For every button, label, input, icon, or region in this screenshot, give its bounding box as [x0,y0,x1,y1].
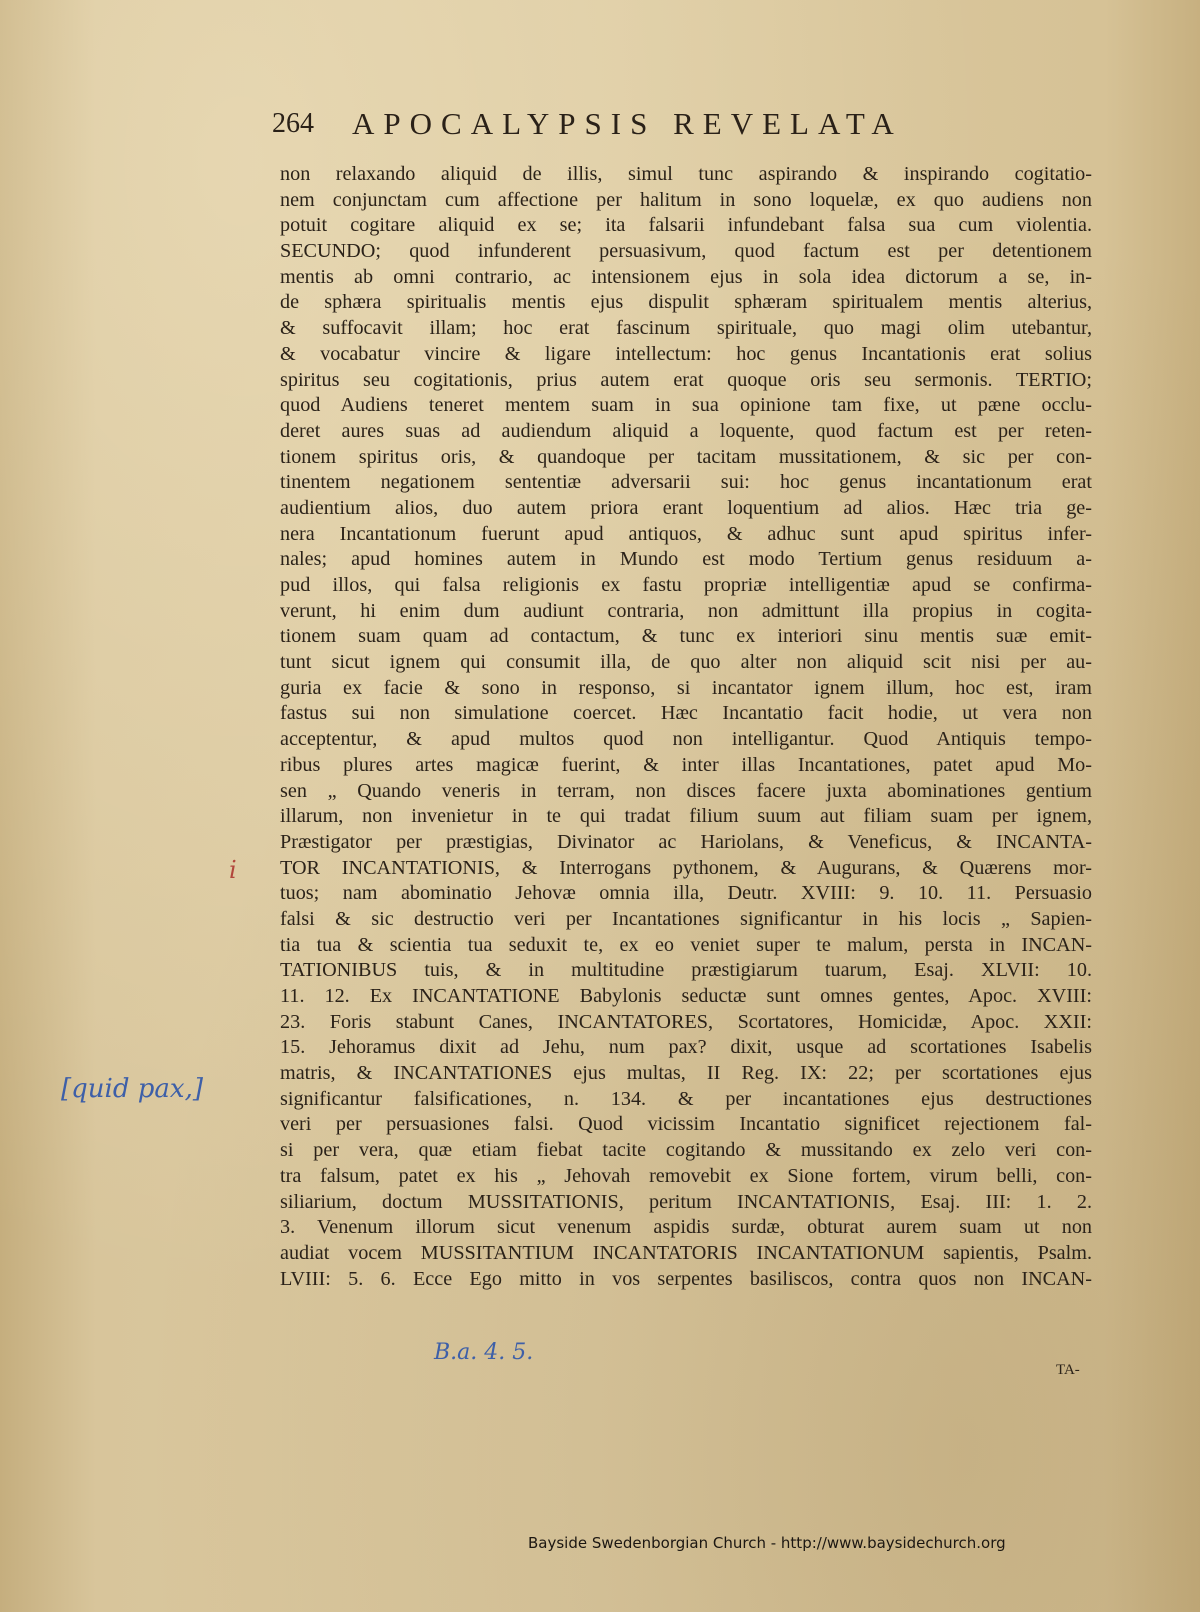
text-line: sen „ Quando veneris in terram, non disces facere juxta abominationes gentium [280,779,1092,802]
text-line: potuit cogitare aliquid ex se; ita falsarii infundebant falsa sua cum violentia. [280,214,1092,237]
text-line: tunt sicut ignem qui consumit illa, de quo alter non aliquid scit nisi per au- [280,651,1092,674]
text-line: si per vera, quæ etiam fiebat tacite cogitando & mussitando ex zelo veri con- [280,1139,1092,1162]
text-line: 15. Jehoramus dixit ad Jehu, num pax? dixit, usque ad scortationes Isabelis [280,1036,1092,1059]
text-line: mentis ab omni contrario, ac intensionem ejus in sola idea dictorum a se, in- [280,265,1092,288]
page-header [272,106,1062,150]
text-line: illarum, non invenietur in te qui tradat filium suum aut filiam suam per ignem, [280,805,1092,828]
text-line: verunt, hi enim dum audiunt contraria, non admittunt illa propius in cogita- [280,599,1092,622]
margin-mark: i [229,856,237,884]
text-line: fastus sui non simulatione coercet. Hæc Incantatio facit hodie, ut vera non [280,702,1092,725]
text-line: nales; apud homines autem in Mundo est modo Tertium genus residuum a- [280,548,1092,571]
text-line: tra falsum, patet ex his „ Jehovah removebit ex Sione fortem, virum belli, con- [280,1164,1092,1187]
text-line: spiritus seu cogitationis, prius autem erat quoque oris seu sermonis. TERTIO; [280,368,1092,391]
text-line: acceptentur, & apud multos quod non intelligantur. Quod Antiquis tempo- [280,728,1092,751]
text-line: tionem spiritus oris, & quandoque per tacitam mussitationem, & sic per con- [280,445,1092,468]
text-line: de sphæra spiritualis mentis ejus dispulit sphæram spiritualem mentis alterius, [280,291,1092,314]
catchword: TA- [1056,1362,1080,1378]
text-line: nera Incantationum fuerunt apud antiquos, & adhuc sunt apud spiritus infer- [280,522,1092,545]
text-line: pud illos, qui falsa religionis ex fastu propriæ intelligentiæ apud se confirma- [280,574,1092,596]
text-line: tinentem negationem sententiæ adversarii sui: hoc genus incantationum erat [280,471,1092,494]
text-line: nem conjunctam cum affectione per halitum in sono loquelæ, ex quo audiens non [280,188,1092,211]
text-line: matris, & INCANTATIONES ejus multas, II Reg. IX: 22; per scortationes ejus [280,1062,1092,1085]
text-line: non relaxando aliquid de illis, simul tunc aspirando & inspirando cogitatio- [280,163,1092,185]
text-line: TATIONIBUS tuis, & in multitudine præstigiarum tuarum, Esaj. XLVII: 10. [280,959,1092,982]
text-line: significantur falsificationes, n. 134. & per incantationes ejus destructiones [280,1087,1092,1110]
text-line: LVIII: 5. 6. Ecce Ego mitto in vos serpentes basiliscos, contra quos non INCAN- [280,1267,1092,1290]
text-line: tia tua & scientia tua seduxit te, ex eo veniet super te malum, persta in INCAN- [280,933,1092,956]
text-line: ribus plures artes magicæ fuerint, & inter illas Incantationes, patet apud Mo- [280,753,1092,776]
text-line: falsi & sic destructio veri per Incantationes significantur in his locis „ Sapien- [280,907,1092,930]
handwritten-margin-note: [quid pax,] [61,1074,203,1104]
text-line: 3. Venenum illorum sicut venenum aspidis surdæ, obturat aurem suam ut non [280,1216,1092,1239]
text-line: siliarium, doctum MUSSITATIONIS, peritum INCANTATIONIS, Esaj. III: 1. 2. [280,1190,1092,1213]
body-text [280,162,1092,1292]
text-line: & suffocavit illam; hoc erat fascinum spirituale, quo magi olim utebantur, [280,317,1092,340]
running-title: APOCALYPSIS REVELATA [352,106,903,141]
text-line: 23. Foris stabunt Canes, INCANTATORES, Scortatores, Homicidæ, Apoc. XXII: [280,1010,1092,1033]
text-line: deret aures suas ad audiendum aliquid a loquente, quod factum est per reten- [280,419,1092,442]
text-line: guria ex facie & sono in responso, si incantator ignem illum, hoc est, iram [280,676,1092,699]
text-line: 11. 12. Ex INCANTATIONE Babylonis seductæ sunt omnes gentes, Apoc. XVIII: [280,985,1092,1007]
text-line: Præstigator per præstigias, Divinator ac Hariolans, & Veneficus, & INCANTA- [280,830,1092,853]
text-line: quod Audiens teneret mentem suam in sua opinione tam fixe, ut pæne occlu- [280,394,1092,417]
text-line: tuos; nam abominatio Jehovæ omnia illa, Deutr. XVIII: 9. 10. 11. Persuasio [280,882,1092,905]
text-line: TOR INCANTATIONIS, & Interrogans pythonem, & Augurans, & Quærens mor- [280,856,1092,879]
text-line: audiat vocem MUSSITANTIUM INCANTATORIS INCANTATIONUM sapientis, Psalm. [280,1241,1092,1264]
website-watermark: Bayside Swedenborgian Church - http://www.baysidechurch.org [528,1534,1006,1552]
text-line: & vocabatur vincire & ligare intellectum: hoc genus Incantationis erat solius [280,342,1092,365]
text-line: audientium alios, duo autem priora erant loquentium ad alios. Hæc tria ge- [280,496,1092,519]
text-line: tionem suam quam ad contactum, & tunc ex interiori sinu mentis suæ emit- [280,625,1092,648]
text-line: SECUNDO; quod infunderent persuasivum, quod factum est per detentionem [280,240,1092,263]
page-number: 264 [272,108,314,139]
text-line: veri per persuasiones falsi. Quod vicissim Incantatio significet rejectionem fal- [280,1113,1092,1136]
handwritten-bottom-note: B.a. 4. 5. [434,1340,534,1365]
